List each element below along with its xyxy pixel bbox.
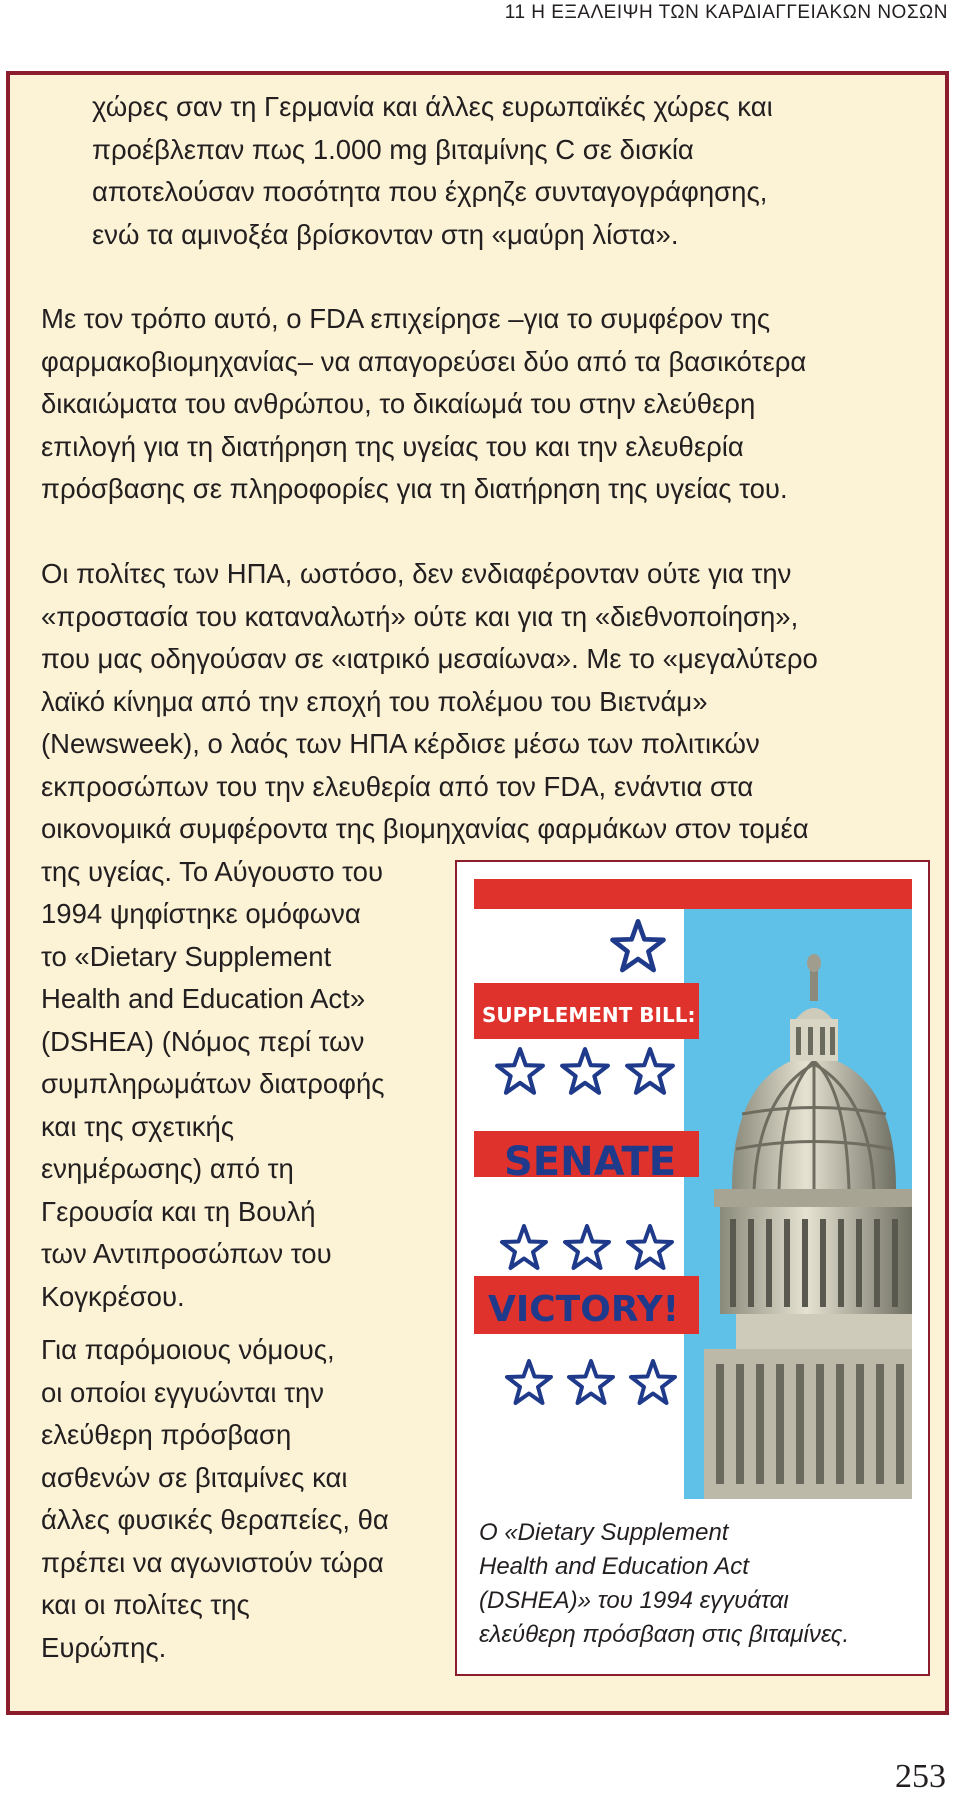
paragraph-2: Με τον τρόπο αυτό, ο FDA επιχείρησε –για το συμφέρον της φαρμακοβιομηχανίας– να απαγορεύσει δύο από τα βασικότερα δικαιώματα του ανθρώπου, το δικαίωμά του στην ελεύθερη επιλογή για τη διατήρηση της υγείας του και την ελευθερία πρόσβασης σε πληροφορίες για τη διατήρηση της υγείας του. <box>41 303 807 504</box>
senate-victory-figure <box>455 860 930 1676</box>
page-number: 253 <box>895 1758 946 1795</box>
paragraph-1: χώρες σαν τη Γερμανία και άλλες ευρωπαϊκές χώρες και προέβλεπαν πως 1.000 mg βιταμίνης C σε δισκία αποτελούσαν ποσότητα που έχρηζε συνταγογράφησης, ενώ τα αμινοξέα βρίσκονταν στη «μαύρη λίστα». <box>92 91 773 250</box>
senate-victory-image <box>474 879 912 1499</box>
figure-caption: Ο «Dietary Supplement Health and Education Act (DSHEA)» του 1994 εγγυάται ελεύθερη πρόσβαση στις βιταμίνες. <box>479 1519 850 1648</box>
paragraph-3: Οι πολίτες των ΗΠΑ, ωστόσο, δεν ενδιαφέρονταν ούτε για την «προστασία του καταναλωτή» ούτε και για τη «διεθνοποίηση», που μας οδηγούσαν σε «ιατρικό μεσαίωνα». Με το «μεγαλύτερο λαϊκό κίνημα από την εποχή του πολέμου του Βιετνάμ» (Newsweek), ο λαός των ΗΠΑ κέρδισε μέσω των πολιτικών εκπροσώπων του την ελευθερία από τον FDA, ενάντια στα οικονομικά συμφέροντα της βιομηχανίας φαρμάκων στον τομέα της υγείας. Το Αύγουστο του 1994 ψηφίστηκε ομόφωνα το «Dietary Supplement Health and Education Act» (DSHEA) (Νόμος περί των συμπληρωμάτων διατροφής και της σχετικής ενημέρωσης) από τη Γερουσία και τη Βουλή των Αντιπροσώπων του Κογκρέσου. <box>41 558 818 1312</box>
senate-text: SENATE <box>504 1139 677 1185</box>
supplement-bill-text: SUPPLEMENT BILL: <box>482 1003 696 1027</box>
victory-text: VICTORY! <box>488 1289 680 1330</box>
paragraph-4: Για παρόμοιους νόμους, οι οποίοι εγγυώνται την ελεύθερη πρόσβαση ασθενών σε βιταμίνες και άλλες φυσικές θεραπείες, θα πρέπει να αγωνιστούν τώρα και οι πολίτες της Ευρώπης. <box>41 1334 389 1663</box>
running-header: 11 Η ΕΞΑΛΕΙΨΗ ΤΩΝ ΚΑΡΔΙΑΓΓΕΙΑΚΩΝ ΝΟΣΩΝ <box>504 2 948 23</box>
highlight-box <box>6 71 949 1715</box>
